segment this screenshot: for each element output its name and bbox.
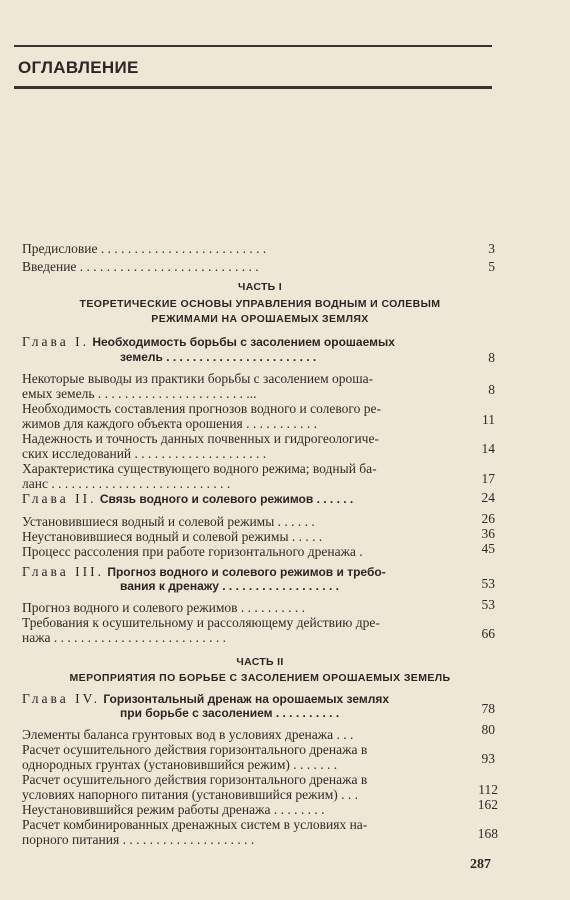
toc-entry-continuation: условиях напорного питания (установившийся режим) . . . <box>22 787 359 802</box>
page-number: 162 <box>477 797 498 812</box>
chapter-title: Прогноз водного и солевого режимов и требо- <box>107 565 386 579</box>
page-number: 66 <box>481 626 495 641</box>
toc-entry-continuation: емых земель . . . . . . . . . . . . . . . . . . . . . . ... <box>22 386 257 401</box>
toc-entry-continuation: жимов для каждого объекта орошения . . . . . . . . . . . <box>22 416 318 431</box>
toc-entry-continuation: ских исследований . . . . . . . . . . . . . . . . . . . . <box>22 446 267 461</box>
chapter-2-heading[interactable] <box>22 491 353 507</box>
page-number: 53 <box>481 597 495 612</box>
top-rule <box>14 45 492 47</box>
chapter-4-heading[interactable] <box>22 691 389 707</box>
chapter-1-heading[interactable] <box>22 334 395 350</box>
part-1-label: ЧАСТЬ I <box>238 281 282 293</box>
toc-entry[interactable]: Расчет осушительного действия горизонтального дренажа в <box>22 742 368 757</box>
toc-entry-continuation: однородных грунтах (установившийся режим) . . . . . . . <box>22 757 338 772</box>
page-number: 36 <box>481 526 495 541</box>
page-number: 11 <box>482 412 495 427</box>
chapter-3-heading[interactable] <box>22 564 386 580</box>
page-number: 3 <box>488 241 495 256</box>
toc-entry-continuation: нажа . . . . . . . . . . . . . . . . . . . . . . . . . . <box>22 630 227 645</box>
part-2-label: ЧАСТЬ II <box>236 656 284 668</box>
toc-entry[interactable]: Требования к осушительному и рассоляющему действию дре- <box>22 615 380 630</box>
toc-entry-intro[interactable]: Введение . . . . . . . . . . . . . . . . . . . . . . . . . . . <box>22 259 259 274</box>
part-2-title: МЕРОПРИЯТИЯ ПО БОРЬБЕ С ЗАСОЛЕНИЕМ ОРОШАЕМЫХ ЗЕМЕЛЬ <box>69 672 451 684</box>
toc-entry[interactable]: Прогноз водного и солевого режимов . . . . . . . . . . <box>22 600 305 615</box>
chapter-3-title-continuation: вания к дренажу . . . . . . . . . . . . . . . . . . <box>120 579 339 593</box>
page-number: 14 <box>481 441 495 456</box>
chapter-label: Глава II. <box>22 491 97 506</box>
page-number: 53 <box>481 576 495 591</box>
toc-entry[interactable]: Надежность и точность данных почвенных и гидрогеологиче- <box>22 431 379 446</box>
chapter-label: Глава IV. <box>22 691 100 706</box>
page-number: 93 <box>481 751 495 766</box>
toc-entry[interactable]: Неустановившиеся водный и солевой режимы . . . . . <box>22 529 323 544</box>
page-number: 5 <box>488 259 495 274</box>
toc-entry[interactable]: Некоторые выводы из практики борьбы с засолением ороша- <box>22 371 374 386</box>
toc-entry[interactable]: Процесс рассоления при работе горизонтального дренажа . <box>22 544 363 559</box>
chapter-title: Необходимость борьбы с засолением орошаемых <box>92 335 395 349</box>
chapter-label: Глава III. <box>22 564 104 579</box>
chapter-title: Горизонтальный дренаж на орошаемых землях <box>103 692 390 706</box>
toc-entry[interactable]: Неустановившийся режим работы дренажа . . . . . . . . <box>22 802 325 817</box>
page-heading: ОГЛАВЛЕНИЕ <box>18 58 139 77</box>
toc-entry[interactable]: Расчет осушительного действия горизонтального дренажа в <box>22 772 368 787</box>
toc-entry-preface[interactable]: Предисловие . . . . . . . . . . . . . . . . . . . . . . . . . <box>22 241 267 256</box>
page-number: 26 <box>481 511 495 526</box>
toc-entry[interactable]: Необходимость составления прогнозов водного и солевого ре- <box>22 401 381 416</box>
toc-entry[interactable]: Расчет комбинированных дренажных систем в условиях на- <box>22 817 368 832</box>
chapter-1-title-continuation: земель . . . . . . . . . . . . . . . . . . . . . . . <box>120 350 317 364</box>
toc-entry[interactable]: Установившиеся водный и солевой режимы . . . . . . <box>22 514 315 529</box>
part-1-title-line-1: ТЕОРЕТИЧЕСКИЕ ОСНОВЫ УПРАВЛЕНИЯ ВОДНЫМ И СОЛЕВЫМ <box>79 298 441 310</box>
chapter-title: Связь водного и солевого режимов . . . . . . <box>99 492 354 506</box>
chapter-4-title-continuation: при борьбе с засолением . . . . . . . . . . <box>120 706 340 720</box>
page-number: 17 <box>481 471 495 486</box>
folio-page-number: 287 <box>470 857 491 872</box>
toc-entry[interactable]: Элементы баланса грунтовых вод в условиях дренажа . . . <box>22 727 354 742</box>
page-number: 78 <box>481 701 495 716</box>
page-number: 80 <box>481 722 495 737</box>
page-number: 168 <box>477 826 498 841</box>
heading-rule <box>14 86 492 89</box>
part-1-title-line-2: РЕЖИМАМИ НА ОРОШАЕМЫХ ЗЕМЛЯХ <box>151 313 369 325</box>
toc-entry[interactable]: Характеристика существующего водного режима; водный ба- <box>22 461 377 476</box>
toc-entry-continuation: ланс . . . . . . . . . . . . . . . . . . . . . . . . . . . <box>22 476 231 491</box>
chapter-label: Глава I. <box>22 334 89 349</box>
page-number: 45 <box>481 541 495 556</box>
page-number: 24 <box>481 490 495 505</box>
page-number: 8 <box>488 350 495 365</box>
toc-entry-continuation: порного питания . . . . . . . . . . . . . . . . . . . . <box>22 832 255 847</box>
page-number: 112 <box>478 782 498 797</box>
page-number: 8 <box>488 382 495 397</box>
